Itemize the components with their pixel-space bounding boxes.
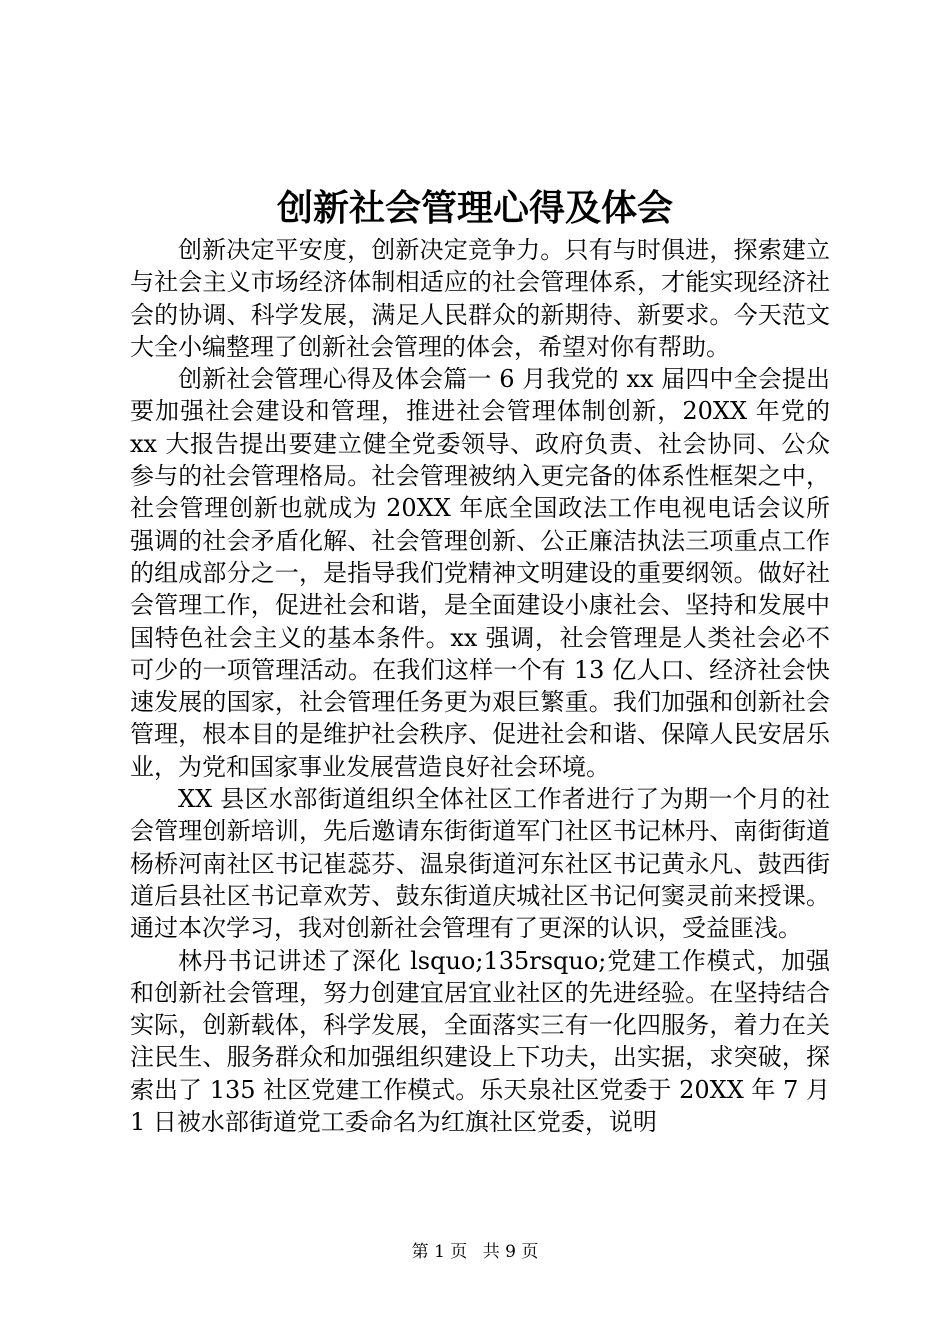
- page-total: 共 9 页: [482, 1242, 539, 1262]
- page-footer: [0, 1240, 950, 1264]
- document-body: [130, 234, 830, 1138]
- paragraph: XX 县区水部街道组织全体社区工作者进行了为期一个月的社会管理创新培训，先后邀请东街街道军门社区书记林丹、南街街道杨桥河南社区书记崔蕊芬、温泉街道河东社区书记黄永凡、鼓西街道后县社区书记章欢芳、鼓东街道庆城社区书记何窦灵前来授课。通过本次学习，我对创新社会管理有了更深的认识，受益匪浅。: [130, 785, 830, 943]
- paragraph: 创新决定平安度，创新决定竞争力。只有与时俱进，探索建立与社会主义市场经济体制相适应的社会管理体系，才能实现经济社会的协调、科学发展，满足人民群众的新期待、新要求。今天范文大全小编整理了创新社会管理的体会，希望对你有帮助。: [130, 236, 830, 361]
- paragraph: 创新社会管理心得及体会篇一 6 月我党的 xx 届四中全会提出要加强社会建设和管理，推进社会管理体制创新，20XX 年党的 xx 大报告提出要建立健全党委领导、政府负责、社会协同、公众参与的社会管理格局。社会管理被纳入更完备的体系性框架之中，社会管理创新也就成为 20XX 年底全国政法工作电视电话会议所强调的社会矛盾化解、社会管理创新、公正廉洁执法三项重点工作的组成部分之一，是指导我们党精神文明建设的重要纲领。做好社会管理工作，促进社会和谐，是全面建设小康社会、坚持和发展中国特色社会主义的基本条件。xx 强调，社会管理是人类社会必不可少的一项管理活动。在我们这样一个有 13 亿人口、经济社会快速发展的国家，社会管理任务更为艰巨繁重。我们加强和创新社会管理，根本目的是维护社会秩序、促进社会和谐、保障人民安居乐业，为党和国家事业发展营造良好社会环境。: [130, 365, 830, 781]
- page-number: 第 1 页: [411, 1242, 468, 1262]
- paragraph: 林丹书记讲述了深化 lsquo;135rsquo;党建工作模式，加强和创新社会管理，努力创建宜居宜业社区的先进经验。在坚持结合实际，创新载体，科学发展，全面落实三有一化四服务，着力在关注民生、服务群众和加强组织建设上下功夫，出实据，求突破，探索出了 135 社区党建工作模式。乐天泉社区党委于 20XX 年 7 月 1 日被水部街道党工委命名为红旗社区党委，说明: [130, 946, 830, 1137]
- document-title: 创新社会管理心得及体会: [276, 187, 673, 229]
